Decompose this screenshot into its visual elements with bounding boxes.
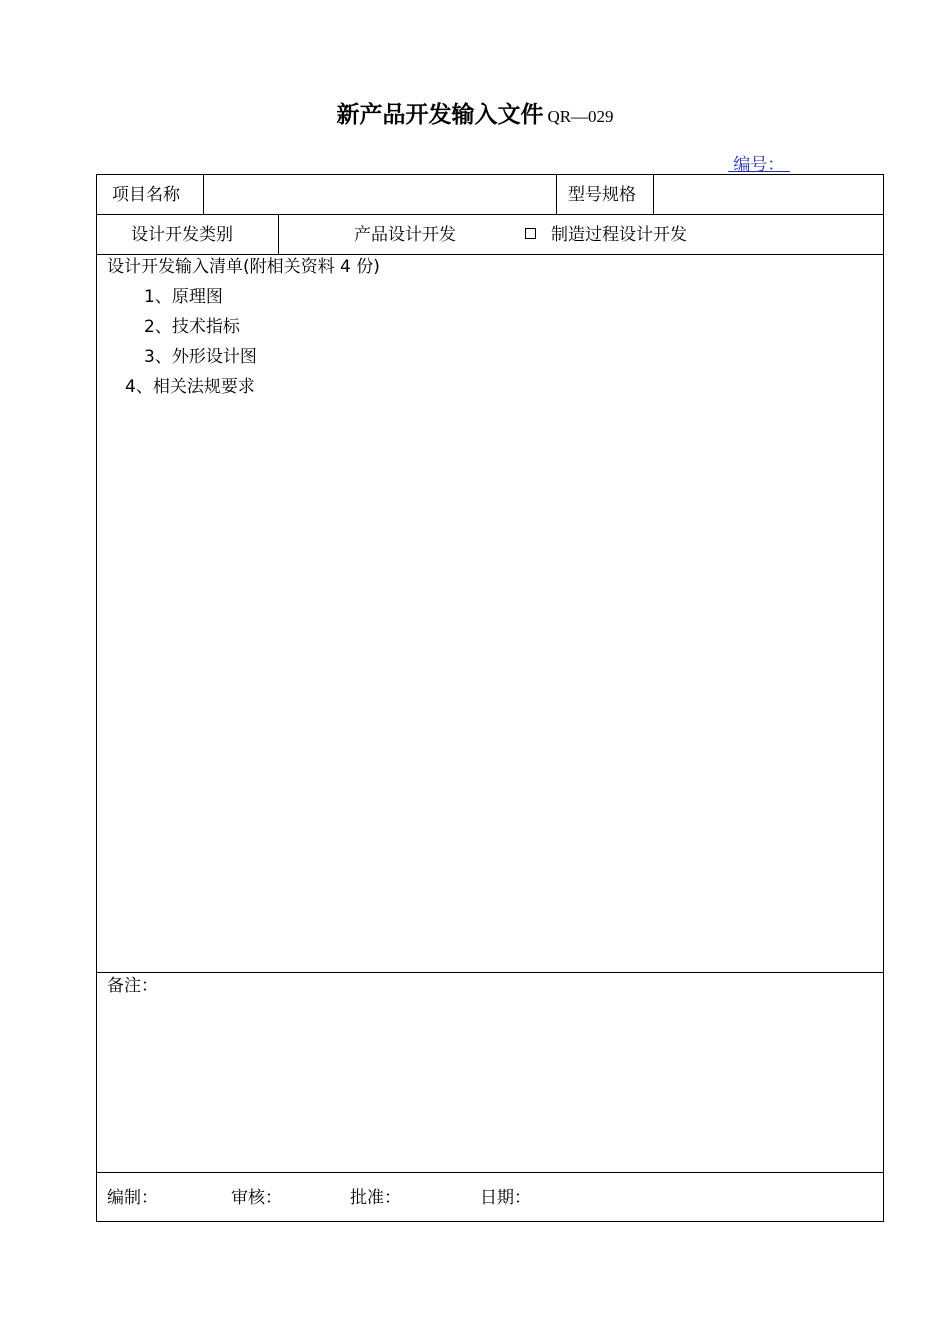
form-code: QR—029 bbox=[547, 107, 614, 126]
option-process-design[interactable]: 制造过程设计开发 bbox=[551, 225, 687, 245]
input-list-bottom-border bbox=[97, 972, 883, 973]
date-label: 日期： bbox=[480, 1188, 531, 1208]
document-title-line bbox=[0, 96, 950, 129]
option-product-design[interactable]: 产品设计开发 bbox=[354, 225, 456, 245]
project-name-label: 项目名称 bbox=[112, 185, 180, 205]
remarks-bottom-border bbox=[97, 1172, 883, 1173]
prepared-by-label: 编制： bbox=[107, 1188, 158, 1208]
approved-by-label: 批准： bbox=[350, 1188, 401, 1208]
remarks-label: 备注： bbox=[107, 976, 158, 996]
row1-divider-2 bbox=[556, 175, 557, 214]
model-spec-label: 型号规格 bbox=[568, 185, 636, 205]
design-category-label: 设计开发类别 bbox=[131, 225, 233, 245]
document-number-label[interactable]: 编号： bbox=[728, 155, 790, 175]
row1-divider-1 bbox=[203, 175, 204, 214]
list-item: 1、原理图 bbox=[144, 287, 223, 307]
row1-divider-3 bbox=[653, 175, 654, 214]
row1-bottom-border bbox=[97, 214, 883, 215]
list-item: 2、技术指标 bbox=[144, 317, 240, 337]
list-item: 3、外形设计图 bbox=[144, 347, 257, 367]
input-form-table bbox=[96, 174, 884, 1222]
list-item: 4、相关法规要求 bbox=[125, 377, 255, 397]
process-design-checkbox[interactable] bbox=[525, 228, 536, 239]
row2-divider bbox=[278, 214, 279, 254]
reviewed-by-label: 审核： bbox=[231, 1188, 282, 1208]
document-title: 新产品开发输入文件 bbox=[336, 102, 544, 128]
input-list-header: 设计开发输入清单(附相关资料 4 份) bbox=[107, 257, 380, 277]
row2-bottom-border bbox=[97, 254, 883, 255]
